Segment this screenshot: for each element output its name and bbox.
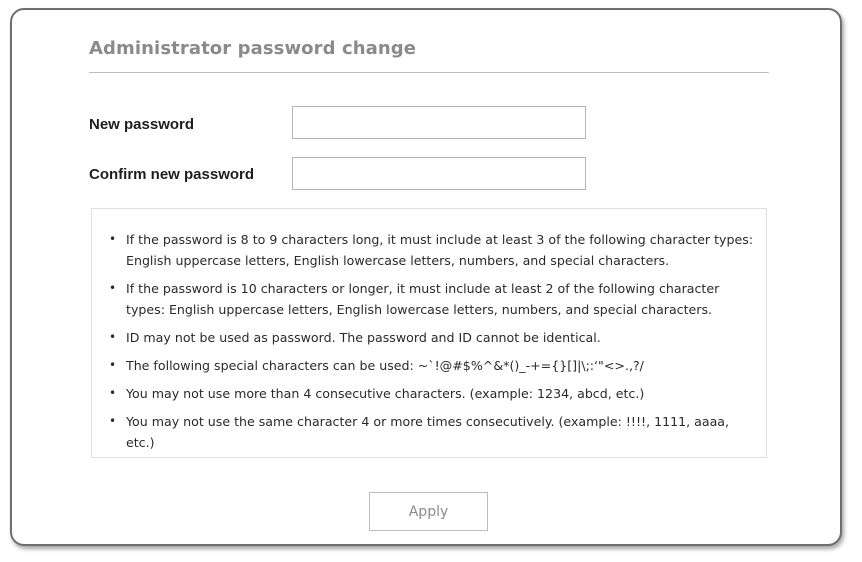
confirm-password-label: Confirm new password xyxy=(89,166,255,183)
bullet-icon: • xyxy=(109,330,117,344)
rule-text: The following special characters can be used: ~`!@#$%^&*()_-+={}[]|\;:‘"<>.,?/ xyxy=(126,358,644,373)
password-change-panel xyxy=(10,8,842,546)
rule-text: If the password is 10 characters or longer, it must include at least 2 of the following character types: English uppercase letters, English lowercase letters, numbers, and special characters. xyxy=(126,281,720,317)
rule-item xyxy=(106,411,756,453)
apply-button[interactable]: Apply xyxy=(369,492,488,531)
password-rules-list xyxy=(106,229,756,460)
bullet-icon: • xyxy=(109,232,117,246)
rule-text: ID may not be used as password. The password and ID cannot be identical. xyxy=(126,330,601,345)
title-divider xyxy=(89,72,769,73)
rule-item xyxy=(106,327,756,348)
rule-item xyxy=(106,229,756,271)
rule-text: You may not use the same character 4 or more times consecutively. (example: !!!!, 1111, aaaa, etc.) xyxy=(126,414,730,450)
confirm-password-input[interactable] xyxy=(292,157,586,190)
page-title: Administrator password change xyxy=(89,38,417,59)
rule-text: If the password is 8 to 9 characters long, it must include at least 3 of the following character types: English uppercase letters, English lowercase letters, numbers, and special characters. xyxy=(126,232,754,268)
bullet-icon: • xyxy=(109,386,117,400)
password-rules-box xyxy=(91,208,767,458)
rule-item xyxy=(106,383,756,404)
rule-item xyxy=(106,355,756,376)
new-password-label: New password xyxy=(89,116,195,133)
bullet-icon: • xyxy=(109,358,117,372)
rule-text: You may not use more than 4 consecutive characters. (example: 1234, abcd, etc.) xyxy=(126,386,645,401)
bullet-icon: • xyxy=(109,281,117,295)
new-password-input[interactable] xyxy=(292,106,586,139)
rule-item xyxy=(106,278,756,320)
bullet-icon: • xyxy=(109,414,117,428)
